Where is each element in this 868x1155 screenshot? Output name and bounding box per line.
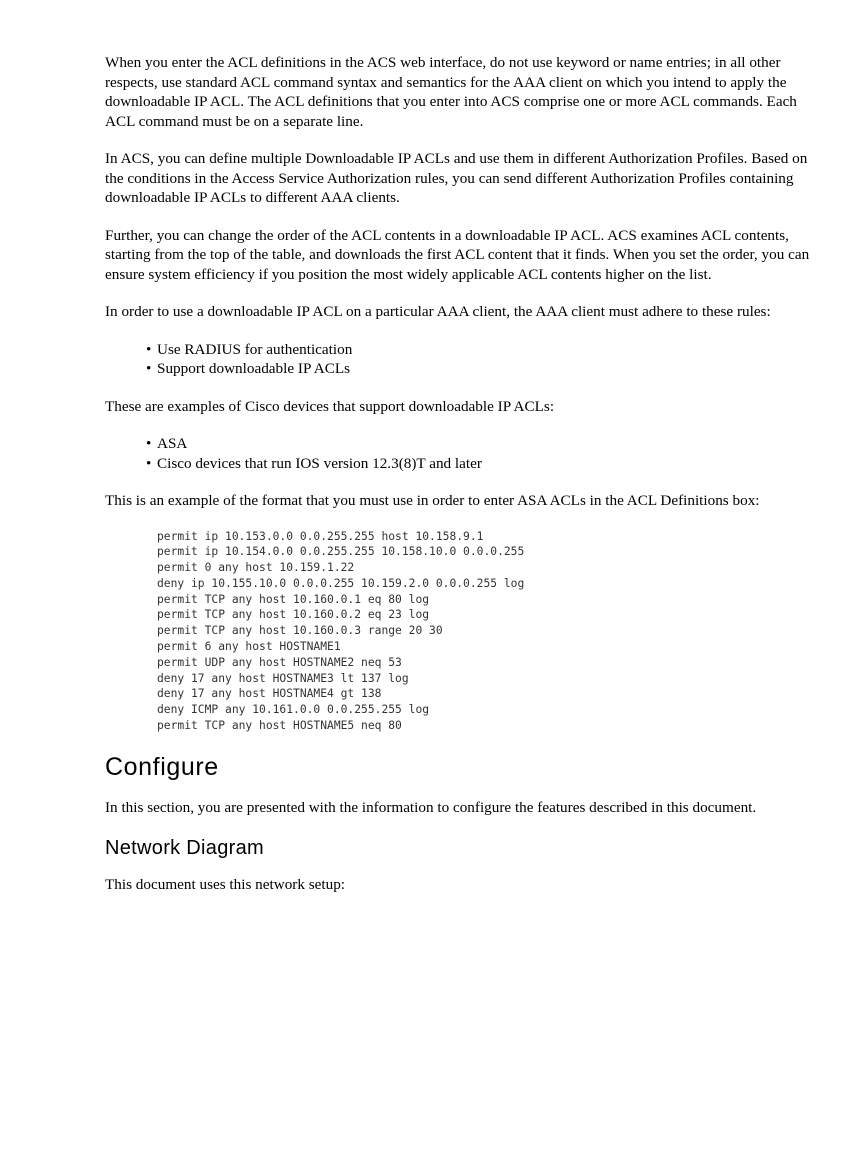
code-line: permit TCP any host 10.160.0.1 eq 80 log: [157, 592, 430, 606]
section-heading-configure: Configure: [105, 752, 219, 781]
code-line: permit ip 10.154.0.0 0.0.255.255 10.158.10.0 0.0.0.255: [157, 545, 525, 559]
code-line: permit UDP any host HOSTNAME2 neq 53: [157, 655, 402, 669]
list-item: [146, 454, 825, 474]
code-line: permit 6 any host HOSTNAME1: [157, 640, 341, 654]
list-item: [146, 434, 825, 454]
list-item-text: ASA: [157, 435, 188, 452]
paragraph-configure-intro: In this section, you are presented with the information to configure the features described in this document.: [105, 798, 757, 816]
section-heading-network-diagram: Network Diagram: [105, 837, 264, 860]
list-item-text: Support downloadable IP ACLs: [157, 360, 351, 377]
document-body: [105, 53, 825, 895]
paragraph-acl-definitions: When you enter the ACL definitions in the ACS web interface, do not use keyword or name entries; in all other respects, use standard ACL command syntax and semantics for the AAA client on which you intend to apply the downloadable IP ACL. The ACL definitions that you enter into ACS comprise one or more ACL commands. Each ACL command must be on a separate line.: [105, 54, 797, 130]
bullet-icon: •: [146, 340, 152, 358]
list-item: [146, 359, 825, 379]
paragraph-client-rules-intro: In order to use a downloadable IP ACL on a particular AAA client, the AAA client must adhere to these rules:: [105, 303, 771, 320]
list-item: [146, 340, 825, 360]
bullet-icon: •: [146, 360, 152, 377]
paragraph-multiple-dacls: In ACS, you can define multiple Downloadable IP ACLs and use them in different Authorization Profiles. Based on the conditions in the Access Service Authorization rules, you can send different Authorization Profiles containing downloadable IP ACLs to different AAA clients.: [105, 150, 808, 206]
paragraph-acl-format-intro: This is an example of the format that you must use in order to enter ASA ACLs in the ACL Definitions box:: [105, 492, 760, 509]
code-line: permit TCP any host 10.160.0.3 range 20 30: [157, 624, 443, 638]
rules-list: [105, 340, 825, 379]
code-line: deny 17 any host HOSTNAME3 lt 137 log: [157, 671, 409, 685]
code-line: permit TCP any host 10.160.0.2 eq 23 log: [157, 608, 430, 622]
acl-code-block: [157, 529, 825, 734]
list-item-text: Use RADIUS for authentication: [157, 340, 353, 358]
code-line: deny ip 10.155.10.0 0.0.0.255 10.159.2.0 0.0.0.255 log: [157, 576, 525, 590]
code-line: permit 0 any host 10.159.1.22: [157, 561, 355, 575]
paragraph-acl-order: Further, you can change the order of the ACL contents in a downloadable IP ACL. ACS examines ACL contents, starting from the top of the table, and downloads the first ACL content that it finds. When you set the order, you can ensure system efficiency if you position the most widely applicable ACL contents higher on the list.: [105, 226, 810, 283]
bullet-icon: •: [146, 435, 152, 452]
code-line: deny ICMP any 10.161.0.0 0.0.255.255 log: [157, 703, 430, 717]
paragraph-network-setup: This document uses this network setup:: [105, 876, 346, 894]
devices-list: [105, 434, 825, 473]
bullet-icon: •: [146, 454, 152, 472]
code-line: permit TCP any host HOSTNAME5 neq 80: [157, 719, 402, 733]
paragraph-devices-intro: These are examples of Cisco devices that support downloadable IP ACLs:: [105, 397, 555, 415]
code-line: deny 17 any host HOSTNAME4 gt 138: [157, 687, 382, 701]
list-item-text: Cisco devices that run IOS version 12.3(8)T and later: [157, 454, 482, 472]
code-line: permit ip 10.153.0.0 0.0.255.255 host 10.158.9.1: [157, 529, 484, 543]
